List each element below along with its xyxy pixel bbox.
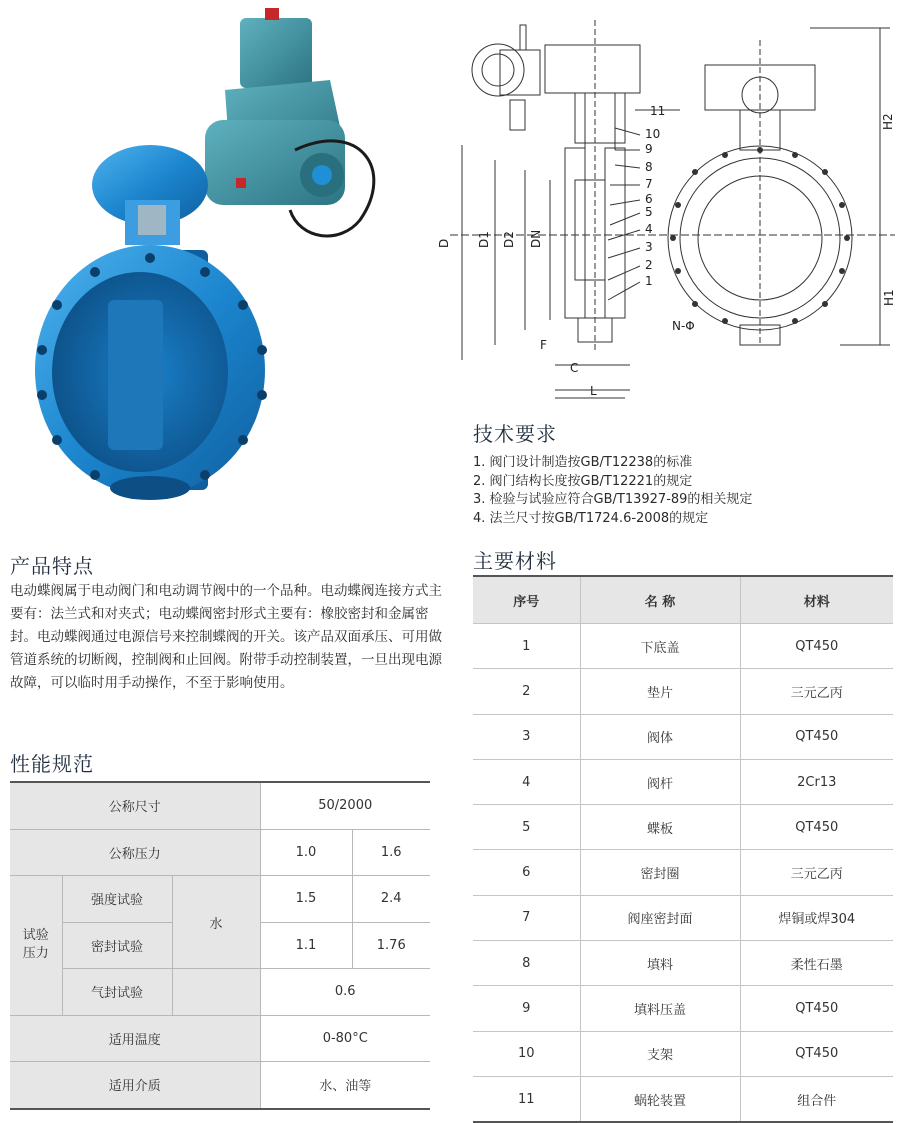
column-header: 序号 — [473, 576, 580, 624]
callout-3: 3 — [645, 240, 653, 254]
actuator-top — [240, 18, 312, 88]
table-row — [473, 714, 893, 759]
seal-test-value: 1.1 — [260, 922, 352, 969]
nominal-pressure-value: 1.0 — [260, 829, 352, 876]
temperature-value: 0-80°C — [260, 1015, 430, 1062]
temperature-label: 适用温度 — [10, 1015, 260, 1062]
performance-table — [10, 781, 430, 1110]
row-number: 11 — [473, 1076, 580, 1122]
callout-1: 1 — [645, 274, 653, 288]
part-material: 组合件 — [740, 1076, 893, 1122]
part-name: 填料压盖 — [580, 986, 740, 1031]
dim-H2: H2 — [881, 113, 895, 130]
row-number: 9 — [473, 986, 580, 1031]
dim-H1: H1 — [882, 289, 896, 306]
technical-drawing — [437, 0, 900, 410]
nominal-size-value: 50/2000 — [260, 782, 430, 829]
row-number: 5 — [473, 805, 580, 850]
performance-title: 性能规范 — [10, 752, 94, 776]
row-number: 10 — [473, 1031, 580, 1076]
callout-5: 5 — [645, 205, 653, 219]
table-row — [473, 941, 893, 986]
part-name: 蝶板 — [580, 805, 740, 850]
strength-test-value: 2.4 — [352, 876, 430, 923]
table-row — [473, 895, 893, 940]
materials-title: 主要材料 — [473, 549, 557, 573]
air-test-label: 气封试验 — [62, 969, 172, 1016]
requirement-item: 4. 法兰尺寸按GB/T1724.6-2008的规定 — [473, 510, 709, 526]
part-material: QT450 — [740, 624, 893, 669]
tech-requirements-list — [473, 454, 752, 528]
part-name: 阀座密封面 — [580, 895, 740, 940]
part-material: 柔性石墨 — [740, 941, 893, 986]
table-row — [473, 759, 893, 804]
part-material: QT450 — [740, 805, 893, 850]
callout-11: 11 — [650, 104, 666, 118]
row-number: 3 — [473, 714, 580, 759]
seal-test-value: 1.76 — [352, 922, 430, 969]
media-label: 适用介质 — [10, 1062, 260, 1109]
requirement-item: 2. 阀门结构长度按GB/T12221的规定 — [473, 473, 693, 489]
strength-test-value: 1.5 — [260, 876, 352, 923]
part-name: 阀杆 — [580, 759, 740, 804]
dim-D: D — [437, 238, 451, 248]
strength-test-label: 强度试验 — [62, 876, 172, 923]
dim-DN: DN — [529, 229, 543, 248]
test-pressure-label: 试验 压力 — [10, 876, 62, 1016]
nominal-pressure-value: 1.6 — [352, 829, 430, 876]
part-material: QT450 — [740, 714, 893, 759]
table-row — [473, 669, 893, 714]
dim-N-phi: N-Φ — [672, 319, 695, 333]
part-name: 密封圈 — [580, 850, 740, 895]
requirement-item: 3. 检验与试验应符合GB/T13927-89的相关规定 — [473, 492, 753, 507]
row-number: 8 — [473, 941, 580, 986]
requirement-item: 1. 阀门设计制造按GB/T12238的标准 — [473, 455, 693, 470]
table-row — [473, 624, 893, 669]
dim-D1: D1 — [477, 231, 491, 248]
part-name: 填料 — [580, 941, 740, 986]
tech-requirements-title: 技术要求 — [473, 422, 557, 446]
part-material: 三元乙丙 — [740, 850, 893, 895]
media-value: 水、油等 — [260, 1062, 430, 1109]
part-name: 支架 — [580, 1031, 740, 1076]
dim-D2: D2 — [502, 231, 516, 248]
callout-10: 10 — [645, 127, 661, 141]
table-row — [473, 1031, 893, 1076]
callout-6: 6 — [645, 192, 653, 206]
part-name: 蜗轮装置 — [580, 1076, 740, 1122]
test-medium: 水 — [172, 876, 260, 969]
product-photo — [0, 0, 440, 520]
air-test-value: 0.6 — [260, 969, 430, 1016]
part-material: 三元乙丙 — [740, 669, 893, 714]
table-row — [473, 850, 893, 895]
dim-C: C — [570, 361, 579, 375]
part-name: 阀体 — [580, 714, 740, 759]
row-number: 6 — [473, 850, 580, 895]
features-text: 电动蝶阀属于电动阀门和电动调节阀中的一个品种。电动蝶阀连接方式主要有：法兰式和对夹式；电动蝶阀密封形式主要有：橡胶密封和金属密封。电动蝶阀通过电源信号来控制蝶阀的开关。该产品双面承压、可用做管道系统的切断阀，控制阀和止回阀。附带手动控制装置，一旦出现电源故障，可以临时用手动操作，不至于影响使用。 — [10, 583, 442, 691]
part-name: 下底盖 — [580, 624, 740, 669]
callout-7: 7 — [645, 177, 653, 191]
table-row — [473, 986, 893, 1031]
callout-9: 9 — [645, 142, 653, 156]
nominal-size-label: 公称尺寸 — [10, 782, 260, 829]
materials-table — [473, 575, 893, 1123]
table-row — [473, 1076, 893, 1122]
dim-L: L — [590, 384, 597, 398]
dim-F: F — [540, 338, 547, 352]
part-material: 焊铜或焊304 — [740, 895, 893, 940]
seal-test-label: 密封试验 — [62, 922, 172, 969]
features-title: 产品特点 — [10, 554, 94, 578]
part-material: QT450 — [740, 1031, 893, 1076]
callout-2: 2 — [645, 258, 653, 272]
part-material: 2Cr13 — [740, 759, 893, 804]
nominal-pressure-label: 公称压力 — [10, 829, 260, 876]
row-number: 4 — [473, 759, 580, 804]
callout-4: 4 — [645, 222, 653, 236]
row-number: 1 — [473, 624, 580, 669]
part-name: 垫片 — [580, 669, 740, 714]
part-material: QT450 — [740, 986, 893, 1031]
row-number: 7 — [473, 895, 580, 940]
column-header: 名 称 — [580, 576, 740, 624]
column-header: 材料 — [740, 576, 893, 624]
row-number: 2 — [473, 669, 580, 714]
callout-8: 8 — [645, 160, 653, 174]
table-row — [473, 805, 893, 850]
